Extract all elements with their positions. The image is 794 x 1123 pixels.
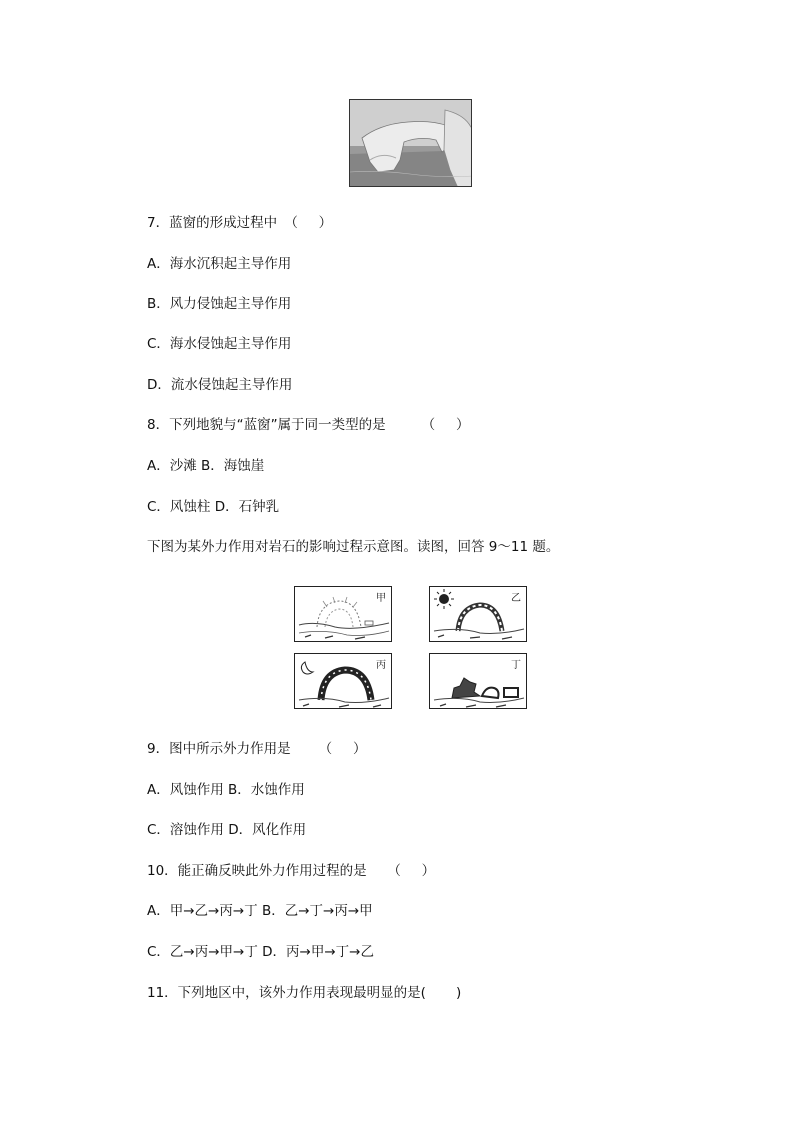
q9-options-cd: C．溶蚀作用 D．风化作用 (147, 822, 307, 838)
q9-stem: 9．图中所示外力作用是 （ ） (147, 741, 367, 757)
q8-stem: 8．下列地貌与“蓝窗”属于同一类型的是 （ ） (147, 417, 470, 433)
q10-options-ab: A．甲→乙→丙→丁 B．乙→丁→丙→甲 (147, 903, 373, 919)
q7-option-d: D．流水侵蚀起主导作用 (147, 377, 293, 393)
q7-option-c: C．海水侵蚀起主导作用 (147, 336, 292, 352)
q8-options-cd: C．风蚀柱 D．石钟乳 (147, 499, 280, 515)
panel-label-ding: 丁 (511, 660, 521, 671)
panel-jia (294, 586, 392, 642)
q7-stem: 7．蓝窗的形成过程中 （ ） (147, 215, 333, 231)
panel-yi (429, 586, 527, 642)
figure-intro: 下图为某外力作用对岩石的影响过程示意图。读图，回答 9～11 题。 (147, 539, 560, 555)
q11-stem: 11．下列地区中，该外力作用表现最明显的是( ) (147, 985, 462, 1001)
panel-ding (429, 653, 527, 709)
q10-options-cd: C．乙→丙→甲→丁 D．丙→甲→丁→乙 (147, 944, 374, 960)
q8-options-ab: A．沙滩 B．海蚀崖 (147, 458, 265, 474)
panel-label-yi: 乙 (511, 593, 521, 604)
q9-options-ab: A．风蚀作用 B．水蚀作用 (147, 782, 305, 798)
q10-stem: 10．能正确反映此外力作用过程的是 （ ） (147, 863, 436, 879)
q7-option-a: A．海水沉积起主导作用 (147, 256, 292, 272)
panel-label-bing: 丙 (376, 660, 386, 671)
q7-option-b: B．风力侵蚀起主导作用 (147, 296, 292, 312)
sea-arch-photo (349, 99, 472, 187)
panel-label-jia: 甲 (376, 593, 386, 604)
panel-bing (294, 653, 392, 709)
